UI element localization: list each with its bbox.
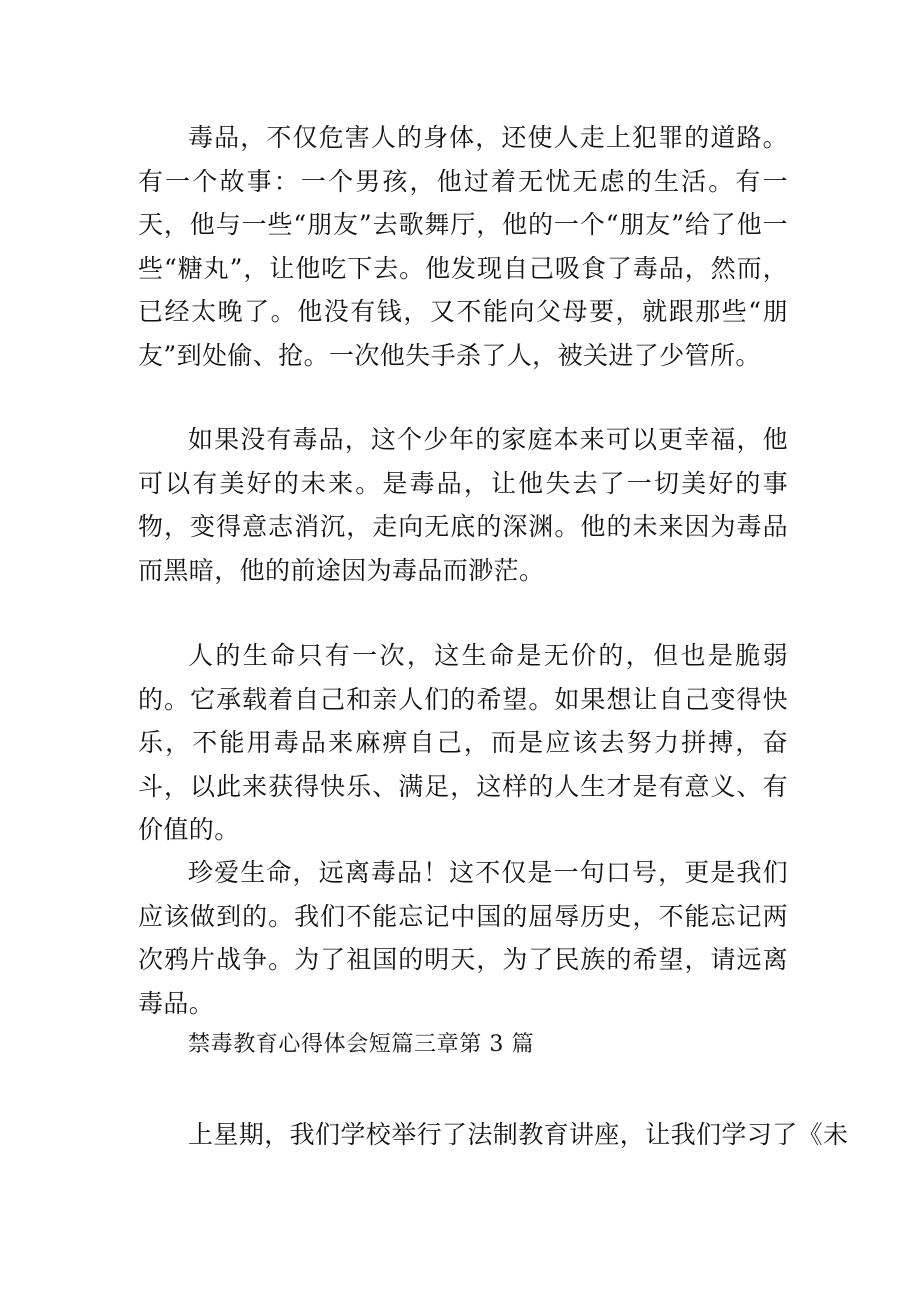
section-heading: 禁毒教育心得体会短篇三章第 3 篇 xyxy=(188,1032,535,1057)
paragraph-4: 珍爱生命，远离毒品！这不仅是一句口号，更是我们应该做到的。我们不能忘记中国的屈辱历史，不能忘记两次鸦片战争。为了祖国的明天，为了民族的希望，请远离毒品。 xyxy=(138,858,788,1018)
paragraph-2: 如果没有毒品，这个少年的家庭本来可以更幸福，他可以有美好的未来。是毒品，让他失去了一切美好的事物，变得意志消沉，走向无底的深渊。他的未来因为毒品而黑暗，他的前途因为毒品而渺茫。 xyxy=(138,425,788,585)
paragraph-5: 上星期，我们学校举行了法制教育讲座，让我们学习了《未 xyxy=(188,1120,849,1149)
paragraph-1: 毒品，不仅危害人的身体，还使人走上犯罪的道路。有一个故事：一个男孩，他过着无忧无虑的生活。有一天，他与一些“朋友”去歌舞厅，他的一个“朋友”给了他一些“糖丸”，让他吃下去。他发现自己吸食了毒品，然而，已经太晚了。他没有钱，又不能向父母要，就跟那些“朋友”到处偷、抢。一次他失手杀了人，被关进了少管所。 xyxy=(138,123,788,370)
paragraph-3: 人的生命只有一次，这生命是无价的，但也是脆弱的。它承载着自己和亲人们的希望。如果想让自己变得快乐，不能用毒品来麻痹自己，而是应该去努力拼搏，奋斗，以此来获得快乐、满足，这样的人生才是有意义、有价值的。 xyxy=(138,641,788,845)
